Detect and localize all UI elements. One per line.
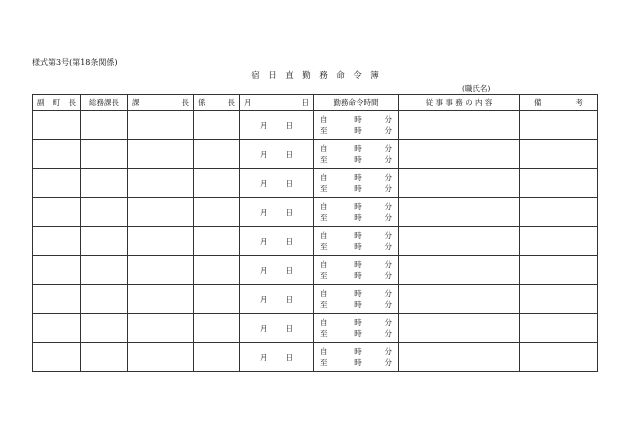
table-row	[33, 343, 598, 372]
cell-section-chief[interactable]	[128, 285, 194, 314]
cell-remarks[interactable]	[520, 198, 598, 227]
cell-general-affairs-chief[interactable]	[81, 343, 128, 372]
cell-deputy-mayor[interactable]	[33, 169, 81, 198]
cell-general-affairs-chief[interactable]	[81, 314, 128, 343]
header-row	[33, 95, 598, 111]
header-order-time: 勤務命令時間	[314, 95, 399, 111]
minute-label: 分	[384, 144, 392, 153]
cell-remarks[interactable]	[520, 314, 598, 343]
table-row	[33, 140, 598, 169]
hour-label: 時	[354, 213, 362, 222]
header-deputy-mayor: 副 町 長	[33, 95, 81, 111]
hour-label: 時	[354, 242, 362, 251]
time-from-line	[314, 114, 398, 125]
month-label: 月	[260, 265, 268, 275]
hour-label: 時	[354, 289, 362, 298]
hour-label: 時	[354, 202, 362, 211]
hour-label: 時	[354, 300, 362, 309]
document-title: 宿 日 直 勤 務 命 令 簿	[251, 71, 379, 81]
minute-label: 分	[384, 231, 392, 240]
month-label: 月	[260, 323, 268, 333]
cell-order-time[interactable]	[314, 169, 399, 198]
hour-label: 時	[354, 184, 362, 193]
cell-general-affairs-chief[interactable]	[81, 140, 128, 169]
cell-section-chief[interactable]	[128, 227, 194, 256]
cell-section-chief[interactable]	[128, 169, 194, 198]
cell-duties[interactable]	[399, 198, 520, 227]
cell-order-time[interactable]	[314, 140, 399, 169]
cell-deputy-mayor[interactable]	[33, 314, 81, 343]
cell-section-chief[interactable]	[128, 198, 194, 227]
cell-duties[interactable]	[399, 256, 520, 285]
name-label: (職氏名)	[462, 84, 491, 93]
cell-subsection-chief[interactable]	[194, 256, 240, 285]
from-label: 自	[320, 347, 328, 356]
to-label: 至	[320, 271, 328, 280]
cell-subsection-chief[interactable]	[194, 314, 240, 343]
table-row	[33, 314, 598, 343]
time-to-line	[314, 212, 398, 223]
minute-label: 分	[384, 329, 392, 338]
minute-label: 分	[384, 213, 392, 222]
cell-deputy-mayor[interactable]	[33, 140, 81, 169]
cell-date[interactable]	[240, 111, 314, 140]
table-row	[33, 285, 598, 314]
cell-subsection-chief[interactable]	[194, 111, 240, 140]
to-label: 至	[320, 242, 328, 251]
cell-general-affairs-chief[interactable]	[81, 198, 128, 227]
cell-section-chief[interactable]	[128, 343, 194, 372]
table-row	[33, 227, 598, 256]
day-label: 日	[285, 323, 293, 333]
time-to-line	[314, 328, 398, 339]
table-row	[33, 169, 598, 198]
cell-duties[interactable]	[399, 314, 520, 343]
hour-label: 時	[354, 144, 362, 153]
minute-label: 分	[384, 126, 392, 135]
cell-date[interactable]	[240, 140, 314, 169]
cell-duties[interactable]	[399, 343, 520, 372]
time-from-line	[314, 288, 398, 299]
minute-label: 分	[384, 173, 392, 182]
cell-order-time[interactable]	[314, 285, 399, 314]
month-label: 月	[260, 120, 268, 130]
from-label: 自	[320, 202, 328, 211]
day-label: 日	[285, 236, 293, 246]
minute-label: 分	[384, 358, 392, 367]
form-number: 様式第3号(第18条関係)	[32, 58, 118, 67]
minute-label: 分	[384, 347, 392, 356]
cell-duties[interactable]	[399, 169, 520, 198]
time-from-line	[314, 172, 398, 183]
cell-deputy-mayor[interactable]	[33, 111, 81, 140]
table-row	[33, 111, 598, 140]
cell-duties[interactable]	[399, 111, 520, 140]
hour-label: 時	[354, 115, 362, 124]
cell-remarks[interactable]	[520, 111, 598, 140]
to-label: 至	[320, 329, 328, 338]
cell-duties[interactable]	[399, 140, 520, 169]
to-label: 至	[320, 126, 328, 135]
table-row	[33, 198, 598, 227]
time-to-line	[314, 154, 398, 165]
month-label: 月	[260, 178, 268, 188]
cell-section-chief[interactable]	[128, 140, 194, 169]
to-label: 至	[320, 155, 328, 164]
time-from-line	[314, 259, 398, 270]
time-to-line	[314, 125, 398, 136]
cell-subsection-chief[interactable]	[194, 169, 240, 198]
day-label: 日	[285, 149, 293, 159]
time-from-line	[314, 201, 398, 212]
month-label: 月	[260, 352, 268, 362]
minute-label: 分	[384, 184, 392, 193]
cell-deputy-mayor[interactable]	[33, 256, 81, 285]
cell-subsection-chief[interactable]	[194, 343, 240, 372]
from-label: 自	[320, 260, 328, 269]
cell-remarks[interactable]	[520, 227, 598, 256]
header-duties: 従 事 事 務 の 内 容	[399, 95, 520, 111]
cell-subsection-chief[interactable]	[194, 140, 240, 169]
hour-label: 時	[354, 260, 362, 269]
day-label: 日	[285, 178, 293, 188]
cell-duties[interactable]	[399, 227, 520, 256]
cell-deputy-mayor[interactable]	[33, 227, 81, 256]
month-label: 月	[260, 149, 268, 159]
cell-deputy-mayor[interactable]	[33, 198, 81, 227]
minute-label: 分	[384, 260, 392, 269]
minute-label: 分	[384, 318, 392, 327]
time-to-line	[314, 299, 398, 310]
day-label: 日	[285, 207, 293, 217]
cell-section-chief[interactable]	[128, 111, 194, 140]
minute-label: 分	[384, 115, 392, 124]
cell-date[interactable]	[240, 198, 314, 227]
cell-section-chief[interactable]	[128, 314, 194, 343]
header-section-chief: 課 長	[128, 95, 194, 111]
table-row	[33, 256, 598, 285]
cell-order-time[interactable]	[314, 256, 399, 285]
to-label: 至	[320, 358, 328, 367]
header-date: 月 日	[240, 95, 314, 111]
day-label: 日	[285, 120, 293, 130]
cell-order-time[interactable]	[314, 343, 399, 372]
duty-order-table	[32, 94, 598, 372]
cell-date[interactable]	[240, 285, 314, 314]
cell-duties[interactable]	[399, 285, 520, 314]
cell-order-time[interactable]	[314, 227, 399, 256]
cell-subsection-chief[interactable]	[194, 227, 240, 256]
day-label: 日	[285, 294, 293, 304]
cell-date[interactable]	[240, 169, 314, 198]
header-general-affairs-chief: 総務課長	[81, 95, 128, 111]
cell-date[interactable]	[240, 343, 314, 372]
time-from-line	[314, 230, 398, 241]
hour-label: 時	[354, 271, 362, 280]
hour-label: 時	[354, 173, 362, 182]
cell-remarks[interactable]	[520, 256, 598, 285]
time-to-line	[314, 183, 398, 194]
from-label: 自	[320, 318, 328, 327]
table-body	[33, 111, 598, 372]
hour-label: 時	[354, 318, 362, 327]
cell-deputy-mayor[interactable]	[33, 343, 81, 372]
time-from-line	[314, 317, 398, 328]
cell-remarks[interactable]	[520, 343, 598, 372]
hour-label: 時	[354, 347, 362, 356]
header-subsection-chief: 係 長	[194, 95, 240, 111]
cell-remarks[interactable]	[520, 140, 598, 169]
time-to-line	[314, 241, 398, 252]
cell-date[interactable]	[240, 314, 314, 343]
day-label: 日	[285, 352, 293, 362]
cell-deputy-mayor[interactable]	[33, 285, 81, 314]
to-label: 至	[320, 300, 328, 309]
month-label: 月	[260, 207, 268, 217]
minute-label: 分	[384, 202, 392, 211]
hour-label: 時	[354, 126, 362, 135]
hour-label: 時	[354, 329, 362, 338]
cell-order-time[interactable]	[314, 111, 399, 140]
minute-label: 分	[384, 271, 392, 280]
time-to-line	[314, 270, 398, 281]
hour-label: 時	[354, 358, 362, 367]
from-label: 自	[320, 289, 328, 298]
from-label: 自	[320, 231, 328, 240]
cell-general-affairs-chief[interactable]	[81, 256, 128, 285]
minute-label: 分	[384, 289, 392, 298]
minute-label: 分	[384, 300, 392, 309]
to-label: 至	[320, 213, 328, 222]
hour-label: 時	[354, 231, 362, 240]
cell-general-affairs-chief[interactable]	[81, 227, 128, 256]
cell-general-affairs-chief[interactable]	[81, 111, 128, 140]
from-label: 自	[320, 173, 328, 182]
cell-general-affairs-chief[interactable]	[81, 285, 128, 314]
time-from-line	[314, 143, 398, 154]
cell-remarks[interactable]	[520, 285, 598, 314]
minute-label: 分	[384, 242, 392, 251]
cell-subsection-chief[interactable]	[194, 198, 240, 227]
time-to-line	[314, 357, 398, 368]
cell-date[interactable]	[240, 256, 314, 285]
hour-label: 時	[354, 155, 362, 164]
time-from-line	[314, 346, 398, 357]
cell-remarks[interactable]	[520, 169, 598, 198]
header-remarks: 備 考	[520, 95, 598, 111]
day-label: 日	[285, 265, 293, 275]
cell-date[interactable]	[240, 227, 314, 256]
month-label: 月	[260, 236, 268, 246]
month-label: 月	[260, 294, 268, 304]
cell-subsection-chief[interactable]	[194, 285, 240, 314]
cell-general-affairs-chief[interactable]	[81, 169, 128, 198]
to-label: 至	[320, 184, 328, 193]
from-label: 自	[320, 144, 328, 153]
cell-order-time[interactable]	[314, 314, 399, 343]
from-label: 自	[320, 115, 328, 124]
minute-label: 分	[384, 155, 392, 164]
cell-order-time[interactable]	[314, 198, 399, 227]
cell-section-chief[interactable]	[128, 256, 194, 285]
